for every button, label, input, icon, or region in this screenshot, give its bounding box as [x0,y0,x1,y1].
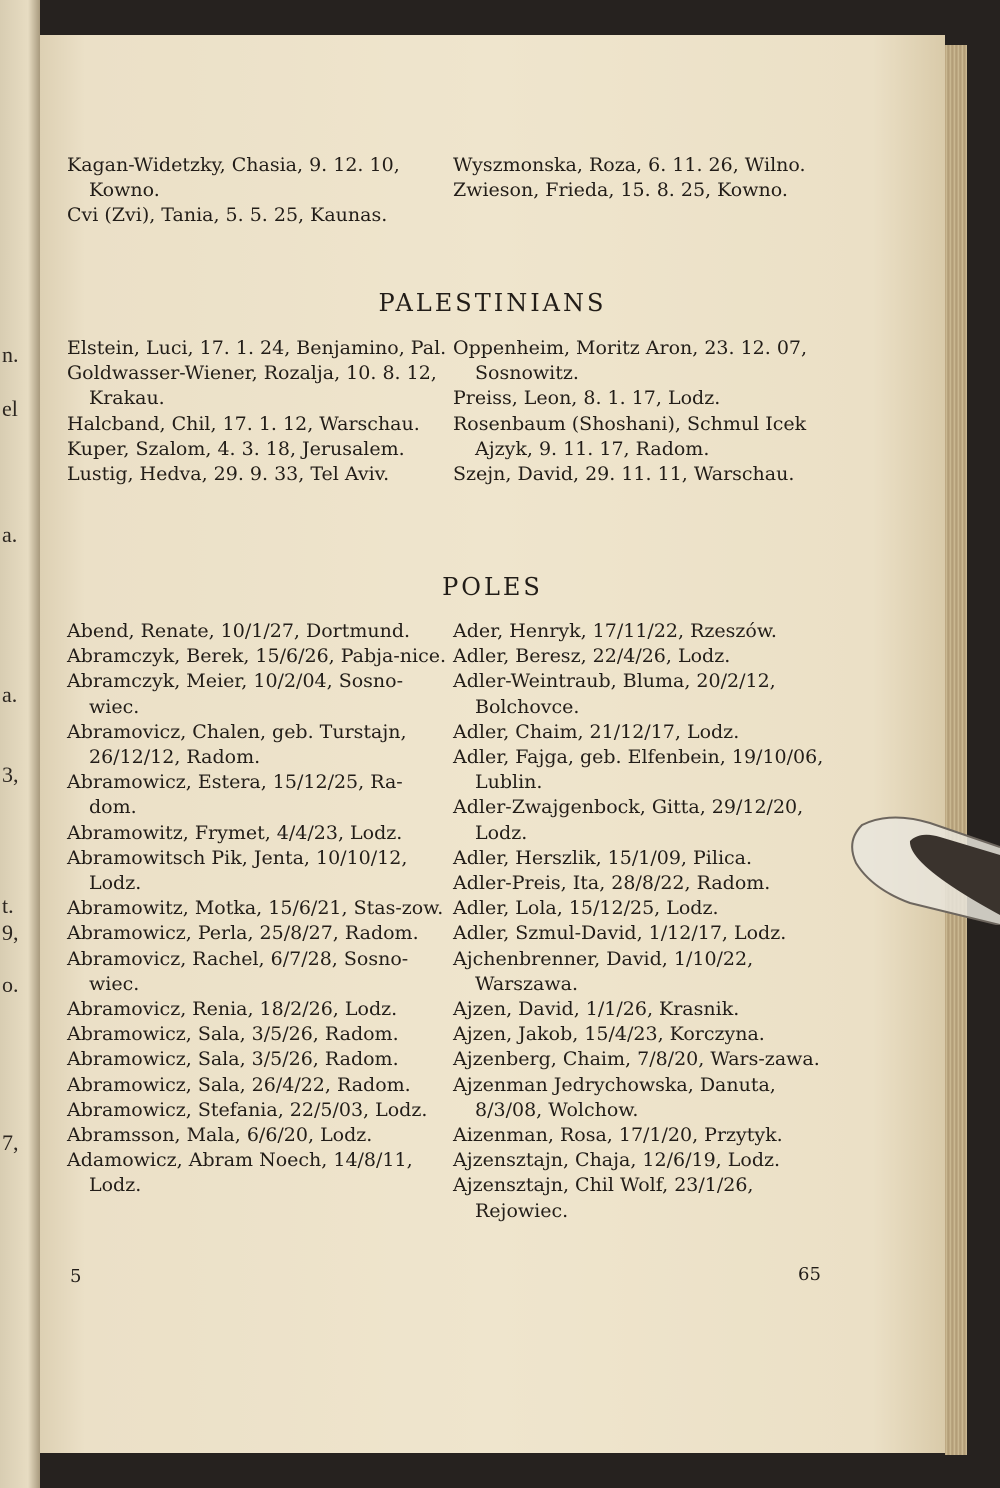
list-item: Adler-Weintraub, Bluma, 20/2/12, Bolchovce. [453,670,776,718]
facing-page-fragment: el [2,396,18,421]
page-number: 65 [798,1264,821,1285]
list-item: Adler, Chaim, 21/12/17, Lodz. [453,720,740,743]
palestinians-right-column [453,336,833,487]
list-item: Abramczyk, Berek, 15/6/26, Pabja-nice. [67,645,447,668]
list-item: Ajzenberg, Chaim, 7/8/20, Wars-zawa. [453,1048,820,1071]
list-item: Abramowicz, Estera, 15/12/25, Ra-dom. [67,771,403,819]
list-item: Oppenheim, Moritz Aron, 23. 12. 07, Sosnowitz. [453,337,808,385]
list-item: Abramowicz, Sala, 3/5/26, Radom. [67,1023,399,1046]
list-item: Preiss, Leon, 8. 1. 17, Lodz. [453,387,721,410]
list-item: Adler, Beresz, 22/4/26, Lodz. [453,645,731,668]
facing-page-fragment: n. [2,342,19,367]
list-item: Abend, Renate, 10/1/27, Dortmund. [67,620,411,642]
list-item: Adler-Zwajgenbock, Gitta, 29/12/20, Lodz. [453,796,804,844]
list-item: Abramovicz, Rachel, 6/7/28, Sosno-wiec. [67,947,409,995]
list-item: Adler, Fajga, geb. Elfenbein, 19/10/06, Lublin. [453,746,824,794]
list-item: Ajzen, David, 1/1/26, Krasnik. [453,998,740,1021]
list-item: Ader, Henryk, 17/11/22, Rzeszów. [453,620,777,642]
list-item: Adamowicz, Abram Noech, 14/8/11, Lodz. [67,1149,413,1197]
list-item: Kuper, Szalom, 4. 3. 18, Jerusalem. [67,437,405,460]
list-item: Ajzensztajn, Chaja, 12/6/19, Lodz. [453,1149,781,1172]
list-item: Abramczyk, Meier, 10/2/04, Sosno-wiec. [67,670,404,718]
list-item: Zwieson, Frieda, 15. 8. 25, Kowno. [453,179,788,202]
palestinians-left-column [67,336,447,487]
list-item: Lustig, Hedva, 29. 9. 33, Tel Aviv. [67,463,390,486]
list-item: Abramowitsch Pik, Jenta, 10/10/12, Lodz. [67,846,408,895]
list-item: Ajzen, Jakob, 15/4/23, Korczyna. [453,1023,765,1046]
list-item: Adler, Lola, 15/12/25, Lodz. [453,897,719,920]
list-item: Szejn, David, 29. 11. 11, Warschau. [453,463,795,486]
list-item: Halcband, Chil, 17. 1. 12, Warschau. [67,412,420,435]
section-heading-palestinians: PALESTINIANS [378,289,607,317]
list-item: Abramowitz, Motka, 15/6/21, Stas-zow. [67,897,444,920]
facing-page-strip [0,0,40,1488]
list-item: Abramowitz, Frymet, 4/4/23, Lodz. [67,821,403,844]
list-item: Wyszmonska, Roza, 6. 11. 26, Wilno. [453,154,806,176]
poles-left-column [67,619,447,1199]
list-item: Abramowicz, Sala, 26/4/22, Radom. [67,1073,411,1096]
list-item: Abramovicz, Renia, 18/2/26, Lodz. [67,998,398,1021]
facing-page-fragment: 9, [2,920,19,945]
list-item: Abramovicz, Chalen, geb. Turstajn, 26/12/12, Radom. [67,720,407,769]
facing-page-fragment: a. [2,522,18,547]
list-item: Aizenman, Rosa, 17/1/20, Przytyk. [453,1124,783,1147]
list-item: Ajchenbrenner, David, 1/10/22, Warszawa. [453,947,754,995]
section-heading-poles: POLES [442,573,543,601]
facing-page-fragment: t. [2,893,14,918]
list-item: Abramowicz, Perla, 25/8/27, Radom. [67,922,419,945]
poles-right-column [453,619,833,1224]
list-item: Cvi (Zvi), Tania, 5. 5. 25, Kaunas. [67,204,388,227]
intro-right-column [453,153,833,203]
list-item: Adler-Preis, Ita, 28/8/22, Radom. [453,872,771,895]
page-edge [945,45,967,1455]
list-item: Elstein, Luci, 17. 1. 24, Benjamino, Pal. [67,337,447,359]
list-item: Kagan-Widetzky, Chasia, 9. 12. 10, Kowno. [67,154,400,202]
list-item: Abramowicz, Stefania, 22/5/03, Lodz. [67,1098,428,1121]
intro-left-column [67,153,447,229]
list-item: Abramowicz, Sala, 3/5/26, Radom. [67,1048,399,1071]
list-item: Ajzenman Jedrychowska, Danuta, 8/3/08, Wolchow. [453,1073,776,1121]
list-item: Adler, Szmul-David, 1/12/17, Lodz. [453,922,787,945]
list-item: Ajzensztajn, Chil Wolf, 23/1/26, Rejowiec. [453,1174,754,1222]
facing-page-fragment: 3, [2,762,19,787]
facing-page-fragment: a. [2,682,18,707]
facing-page-fragment: 7, [2,1130,19,1155]
list-item: Abramsson, Mala, 6/6/20, Lodz. [67,1124,373,1147]
facing-page-fragment: o. [2,972,19,997]
list-item: Rosenbaum (Shoshani), Schmul Icek Ajzyk, 9. 11. 17, Radom. [453,412,807,460]
list-item: Goldwasser-Wiener, Rozalja, 10. 8. 12, Krakau. [67,362,437,410]
page-tab-clip [850,805,1000,925]
list-item: Adler, Herszlik, 15/1/09, Pilica. [453,846,753,869]
signature-mark: 5 [70,1266,82,1287]
